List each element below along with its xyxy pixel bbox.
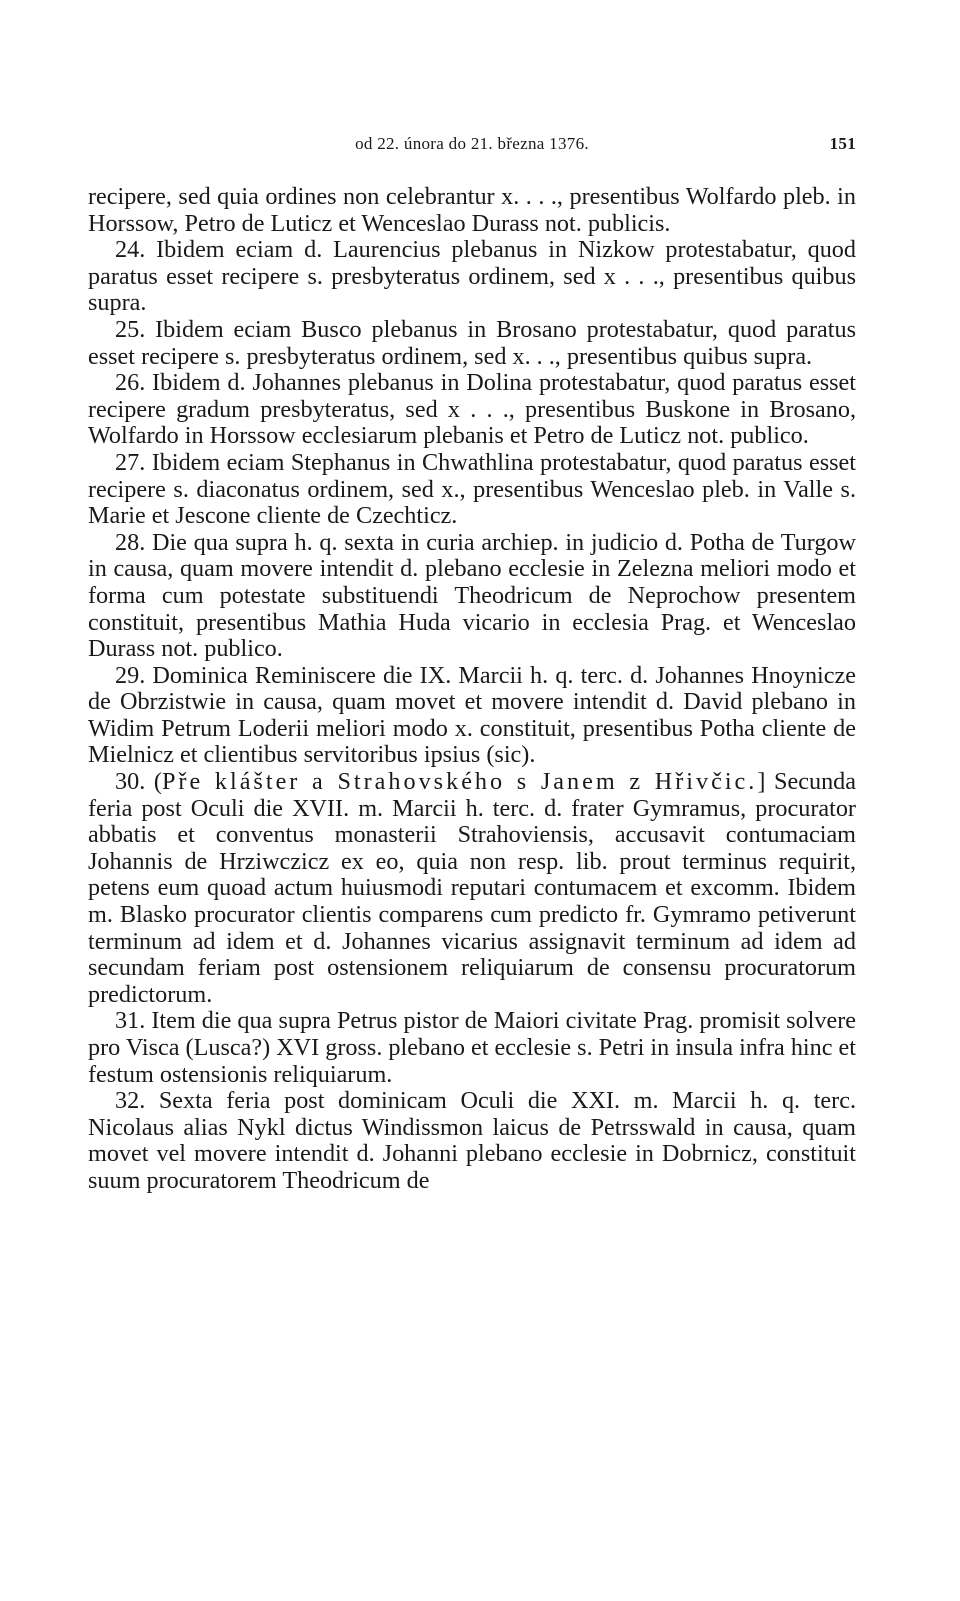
- entry-28: 28. Die qua supra h. q. sexta in curia archiep. in judicio d. Potha de Turgow in causa, quam movere intendit d. plebano ecclesie in Zelezna meliori modo et forma cum potestate substituendi Theodricum de Neprochow presentem constituit, presentibus Mathia Huda vicario in ecclesia Prag. et Wenceslao Durass not. publico.: [88, 528, 856, 663]
- entry-31: 31. Item die qua supra Petrus pistor de Maiori civitate Prag. promisit solvere pro Visca (Lusca?) XVI gross. plebano et ecclesie s. Petri in insula infra hinc et festum ostensionis reliquiarum.: [88, 1007, 856, 1088]
- body-text: [88, 184, 856, 1195]
- entry-30-text: ] Secunda feria post Oculi die XVII. m. Marcii h. terc. d. frater Gymramus, procurator abbatis et conventus monasterii Strahoviensis, accusavit contumaciam Johannis de Hrziwczicz ex eo, quia non resp. lib. prout terminus requirit, petens eum quoad actum huiusmodi reputari contumacem et excomm. Ibidem m. Blasko procurator clientis comparens cum predicto fr. Gymramo petiverunt terminum ad idem et d. Johannes vicarius assignavit terminum ad idem ad secundam feriam post ostensionem reliquiarum de consensu procuratorum predictorum.: [88, 768, 856, 1008]
- page-number: 151: [829, 134, 856, 153]
- entry-29: 29. Dominica Reminiscere die IX. Marcii h. q. terc. d. Johannes Hnoynicze de Obrzistwie in causa, quam movet et movere intendit d. David plebano in Widim Petrum Loderii meliori modo x. constituit, presentibus Potha cliente de Mielnicz et clientibus servitoribus ipsius (sic).: [88, 661, 856, 769]
- entry-26: 26. Ibidem d. Johannes plebanus in Dolina protestabatur, quod paratus esset recipere gradum presbyteratus, sed x . . ., presentibus Buskone in Brosano, Wolfardo in Horssow ecclesiarum plebanis et Petro de Luticz not. publico.: [88, 369, 856, 450]
- running-head-title: od 22. února do 21. března 1376.: [355, 134, 589, 153]
- paragraph-continuation: recipere, sed quia ordines non celebrantur x. . . ., presentibus Wolfardo pleb. in Horssow, Petro de Luticz et Wenceslao Durass not. publicis.: [88, 183, 856, 237]
- entry-24: 24. Ibidem eciam d. Laurencius plebanus in Nizkow protestabatur, quod paratus esset recipere s. presbyteratus ordinem, sed x . . ., presentibus quibus supra.: [88, 236, 856, 317]
- entry-27: 27. Ibidem eciam Stephanus in Chwathlina protestabatur, quod paratus esset recipere s. diaconatus ordinem, sed x., presentibus Wenceslao pleb. in Valle s. Marie et Jescone cliente de Czechticz.: [88, 448, 856, 530]
- entry-30-number: 30. (: [115, 768, 162, 796]
- entry-30: [88, 769, 856, 1008]
- entry-30-heading: Pře klášter a Strahovského s Janem z Hřivčic.: [161, 768, 758, 796]
- entry-32: 32. Sexta feria post dominicam Oculi die XXI. m. Marcii h. q. terc. Nicolaus alias Nykl dictus Windissmon laicus de Petrsswald in causa, quam movet vel movere intendit d. Johanni plebano ecclesie in Dobrnicz, constituit suum procuratorem Theodricum de: [88, 1087, 856, 1194]
- entry-25: 25. Ibidem eciam Busco plebanus in Brosano protestabatur, quod paratus esset recipere s. presbyteratus ordinem, sed x. . ., presentibus quibus supra.: [88, 315, 856, 370]
- document-page: [88, 128, 856, 1195]
- running-head: [88, 128, 856, 160]
